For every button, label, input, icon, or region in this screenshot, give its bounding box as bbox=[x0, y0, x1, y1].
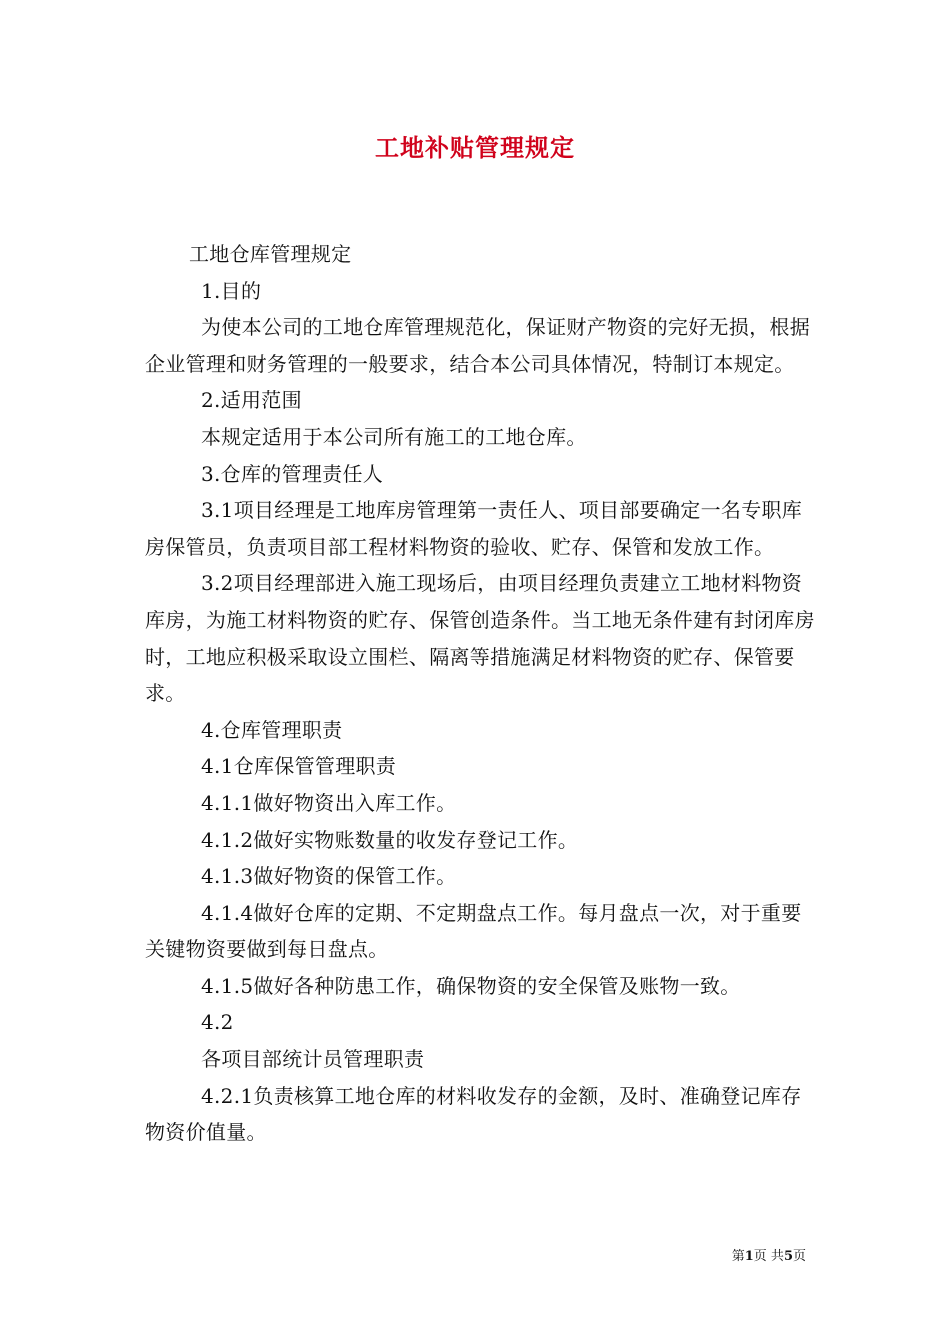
paragraph: 3.1项目经理是工地库房管理第一责任人、项目部要确定一名专职库房保管员，负责项目部工程材料物资的验收、贮存、保管和发放工作。 bbox=[145, 498, 803, 559]
paragraph: 2.适用范围 bbox=[201, 388, 302, 413]
paragraph: 各项目部统计员管理职责 bbox=[201, 1047, 425, 1072]
total-page-count: 5 bbox=[783, 1249, 793, 1264]
paragraph: 4.1.4做好仓库的定期、不定期盘点工作。每月盘点一次，对于重要关键物资要做到每日盘点。 bbox=[145, 900, 802, 962]
footer-middle: 页 共 bbox=[753, 1249, 784, 1264]
paragraph: 4.1.1做好物资出入库工作。 bbox=[201, 790, 457, 815]
paragraph: 为使本公司的工地仓库管理规范化，保证财产物资的完好无损，根据企业管理和财务管理的一般要求，结合本公司具体情况，特制订本规定。 bbox=[145, 315, 810, 376]
paragraph: 4.1仓库保管管理职责 bbox=[201, 754, 397, 779]
paragraph: 3.仓库的管理责任人 bbox=[201, 461, 384, 486]
paragraph: 4.仓库管理职责 bbox=[201, 717, 343, 742]
paragraph: 1.目的 bbox=[201, 278, 262, 303]
document-body bbox=[145, 236, 815, 1151]
paragraph: 4.1.2做好实物账数量的收发存登记工作。 bbox=[201, 827, 579, 852]
footer-prefix: 第 bbox=[731, 1249, 745, 1264]
paragraph: 4.2 bbox=[201, 1010, 234, 1035]
document-title: 工地补贴管理规定 bbox=[375, 133, 575, 162]
paragraph: 工地仓库管理规定 bbox=[189, 242, 352, 266]
paragraph: 4.2.1负责核算工地仓库的材料收发存的金额，及时、准确登记库存物资价值量。 bbox=[145, 1083, 802, 1145]
paragraph: 4.1.5做好各种防患工作，确保物资的安全保管及账物一致。 bbox=[201, 973, 741, 998]
current-page-number: 1 bbox=[744, 1249, 754, 1264]
footer-suffix: 页 bbox=[792, 1249, 806, 1264]
paragraph: 4.1.3做好物资的保管工作。 bbox=[201, 864, 457, 889]
paragraph: 本规定适用于本公司所有施工的工地仓库。 bbox=[201, 424, 587, 449]
page-number-footer bbox=[732, 1248, 806, 1266]
paragraph: 3.2项目经理部进入施工现场后，由项目经理负责建立工地材料物资库房，为施工材料物资的贮存、保管创造条件。当工地无条件建有封闭库房时，工地应积极采取设立围栏、隔离等措施满足材料物资的贮存、保管要求。 bbox=[145, 571, 815, 706]
